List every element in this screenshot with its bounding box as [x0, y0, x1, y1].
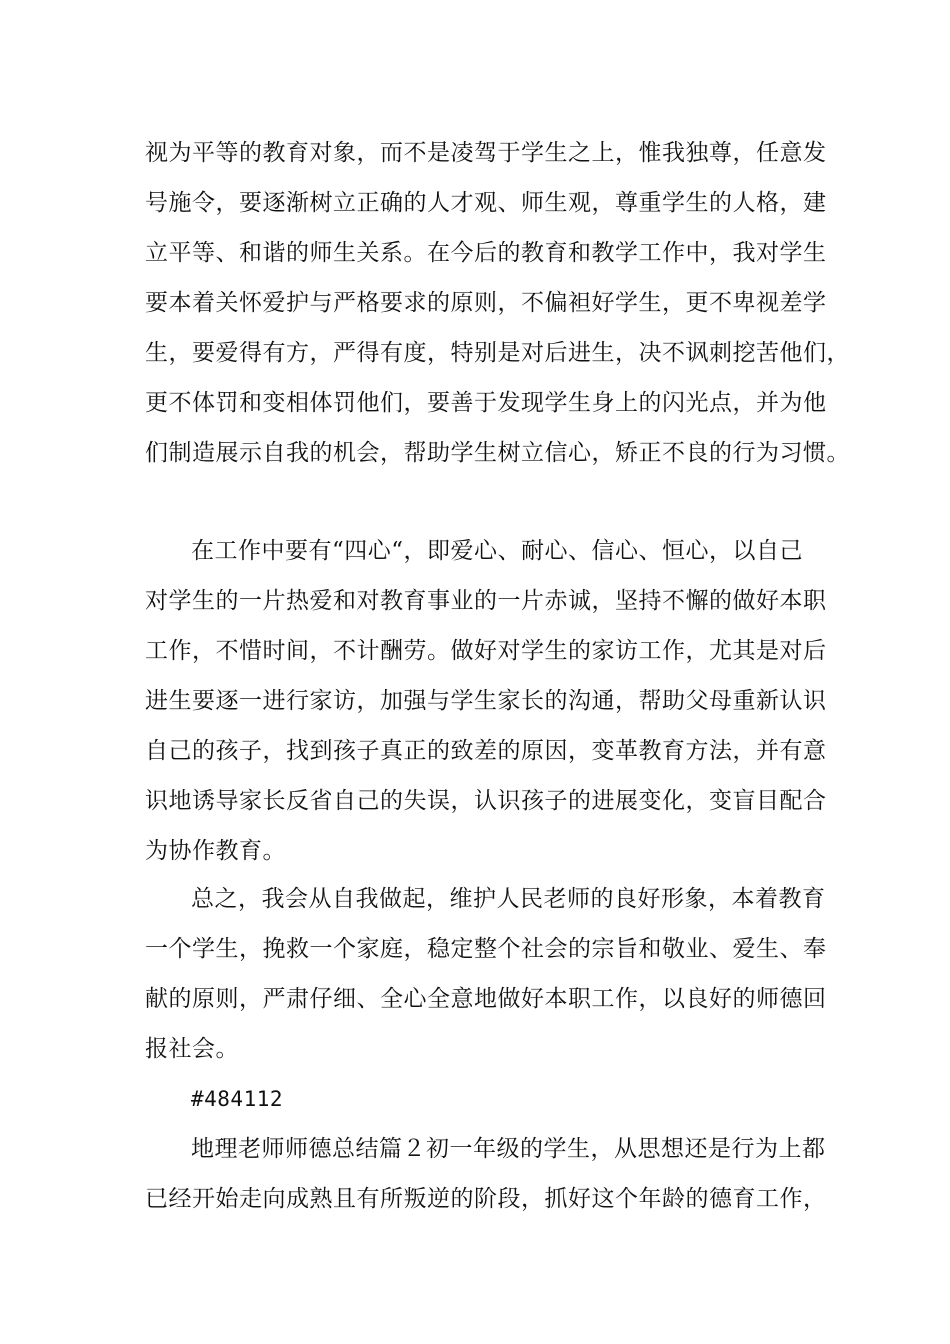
text-line: 为协作教育。	[145, 838, 286, 864]
text-line: 号施令，要逐渐树立正确的人才观、师生观，尊重学生的人格，建	[145, 190, 827, 216]
text-line: 献的原则，严肃仔细、全心全意地做好本职工作，以良好的师德回	[145, 986, 827, 1012]
tag-line: #484112	[191, 1087, 284, 1111]
text-line: 要本着关怀爱护与严格要求的原则，不偏袒好学生，更不卑视差学	[145, 290, 827, 316]
text-line: 进生要逐一进行家访，加强与学生家长的沟通，帮助父母重新认识	[145, 688, 827, 714]
text-line: 生，要爱得有方，严得有度，特别是对后进生，决不讽刺挖苦他们，	[145, 340, 850, 366]
text-line: 对学生的一片热爱和对教育事业的一片赤诚，坚持不懈的做好本职	[145, 588, 827, 614]
text-line: 立平等、和谐的师生关系。在今后的教育和教学工作中，我对学生	[145, 240, 827, 266]
paragraph-section-2	[145, 1124, 825, 1224]
text-line: 自己的孩子，找到孩子真正的致差的原因，变革教育方法，并有意	[145, 738, 827, 764]
text-line: 地理老师师德总结篇２初一年级的学生，从思想还是行为上都	[191, 1136, 826, 1162]
paragraph-continuation	[145, 128, 850, 478]
text-line: 们制造展示自我的机会，帮助学生树立信心，矫正不良的行为习惯。	[145, 440, 850, 466]
paragraph-summary	[145, 874, 825, 1074]
text-line: 工作，不惜时间，不计酬劳。做好对学生的家访工作，尤其是对后	[145, 638, 827, 664]
text-line: 视为平等的教育对象，而不是凌驾于学生之上，惟我独尊，任意发	[145, 140, 827, 166]
text-line: 识地诱导家长反省自己的失误，认识孩子的进展变化，变盲目配合	[145, 788, 827, 814]
text-line: 更不体罚和变相体罚他们，要善于发现学生身上的闪光点，并为他	[145, 390, 827, 416]
text-line: 一个学生，挽救一个家庭，稳定整个社会的宗旨和敬业、爱生、奉	[145, 936, 827, 962]
text-line: 已经开始走向成熟且有所叛逆的阶段，抓好这个年龄的德育工作，	[145, 1186, 827, 1212]
document-tag	[145, 1074, 825, 1124]
paragraph-four-hearts	[145, 526, 825, 876]
text-line: 总之，我会从自我做起，维护人民老师的良好形象，本着教育	[191, 886, 826, 912]
text-line: 报社会。	[145, 1036, 239, 1062]
text-line: 在工作中要有“四心“，即爱心、耐心、信心、恒心，以自己	[191, 538, 804, 564]
